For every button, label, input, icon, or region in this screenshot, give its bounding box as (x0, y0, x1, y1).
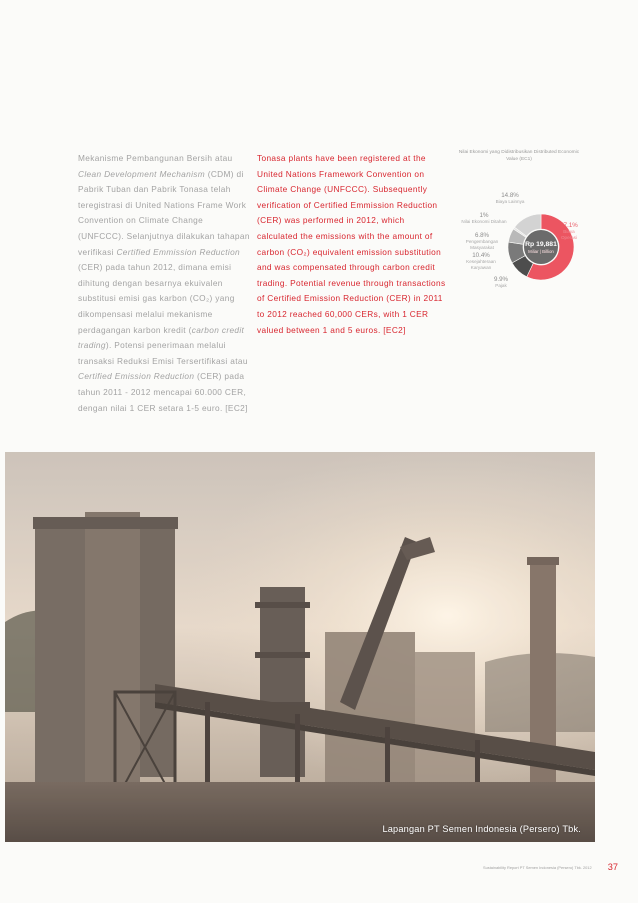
cement-plant-photo (5, 452, 595, 842)
label-other-costs (482, 192, 538, 205)
page-footer (483, 862, 618, 874)
label-other-costs-caption-id: Biaya Lainnya (495, 199, 525, 204)
label-retained-value-caption: Nilai Ekonomi Ditahan (461, 219, 507, 224)
label-taxes (482, 276, 520, 289)
label-community-development-value: 6.8% (474, 232, 490, 239)
label-retained-value-value: 1% (479, 212, 489, 219)
economic-value-donut-chart (456, 150, 582, 325)
chart-title: Nilai Ekonomi yang Didistribusikan Distributed Economic Value (EC1) (458, 150, 580, 162)
paragraph-text: (CER) pada tahun 2012, dimana emisi dihitung dengan besarnya ekuivalen substitusi emisi gas karbon (CO₂) yang dikompensasi melalui mekanisme perdagangan karbon kredit ( (78, 262, 235, 335)
italic-term: Certified Emission Reduction (78, 371, 195, 382)
label-employee-welfare-caption: Kesejahteraan Karyawan (466, 259, 496, 270)
paragraph-text: ). Potensi penerimaan melalui transaksi Reduksi Emisi Tersertifikasi atau (78, 340, 248, 366)
label-community-development-caption: Pengembangan Masyarakat (465, 239, 499, 250)
label-retained-value (460, 212, 508, 225)
page-number: 37 (607, 862, 618, 872)
footer-report-title: Sustainability Report PT Semen Indonesia (Persero) Tbk. 2012 (483, 865, 592, 870)
english-paragraph: Tonasa plants have been registered at the United Nations Framework Convention on Climate Change (UNFCCC). Subsequently verification of Certified Emmission Reduction (CER) was performed in 2012, which calculated the emissions with the amount of carbon (CO₂) equivalent emission substitution and was compensated through carbon credit trading. Potential revenue through transactions of Certified Emission Reduction (CER) in 2011 to 2012 reached 60,000 CERs, with 1 CER valued between 1 and 5 euros. [EC2] (257, 153, 446, 335)
label-operating-cost-caption-id: Biaya Operasi (560, 229, 578, 240)
italic-term: carbon credit trading (78, 324, 245, 351)
chart-center-unit: Miliar | Billion (528, 249, 554, 254)
label-other-costs-value: 14.8% (501, 192, 519, 199)
label-operating-cost (556, 222, 582, 240)
photo-caption: Lapangan PT Semen Indonesia (Persero) Tbk. (382, 824, 581, 834)
paragraph-text: (CER) pada tahun 2011 - 2012 mencapai 60.000 CER, dengan nilai 1 CER setara 1-5 euro. [EC2] (78, 371, 248, 413)
label-taxes-value: 9.9% (493, 276, 509, 283)
label-employee-welfare-value: 10.4% (472, 252, 490, 259)
italic-term: Clean Development Mechanism (78, 168, 206, 179)
cement-plant-illustration (5, 452, 595, 842)
chart-center-value: Rp 19,881 (525, 241, 557, 248)
label-taxes-caption: Pajak (495, 283, 507, 288)
italic-term: Certified Emmission Reduction (116, 246, 241, 257)
label-community-development (458, 232, 506, 250)
chart-center-total (515, 241, 567, 254)
paragraph-text: Mekanisme Pembangunan Bersih atau (78, 153, 233, 163)
label-operating-cost-value: 57.1% (560, 222, 578, 229)
label-employee-welfare (456, 252, 506, 270)
indonesian-paragraph (78, 151, 250, 416)
paragraph-text: (CDM) di Pabrik Tuban dan Pabrik Tonasa telah teregistrasi di United Nations Frame Work Convention on Climate Change (UNFCCC). Selanjutnya dilakukan tahapan verifikasi (78, 168, 250, 257)
